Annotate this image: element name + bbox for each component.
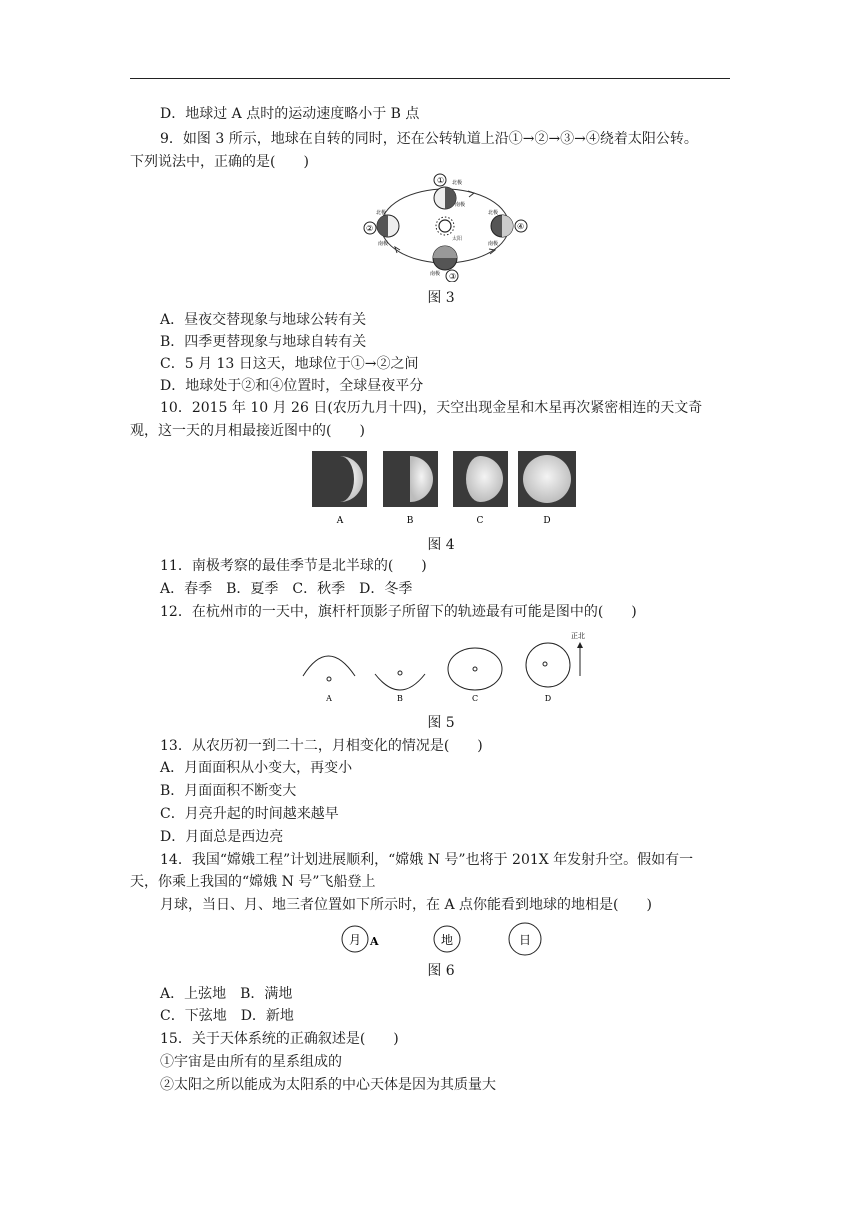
earth-label: 地 [440,933,454,947]
q9-option-b: B．四季更替现象与地球自转有关 [160,334,367,350]
figure-5-caption: 图 5 [427,715,455,731]
south-label-4: 南极 [488,241,499,247]
q13-option-d: D．月面总是西边亮 [160,829,284,845]
fig4-label-d: D [543,516,551,526]
fig5-label-b: B [397,694,403,703]
fig5-label-c: C [471,694,479,703]
q14-stem-line2: 天，你乘上我国的“嫦娥 N 号”飞船登上 [130,874,376,890]
south-label-2: 南极 [378,241,389,247]
q14-stem-line1: 14．我国“嫦娥工程”计划进展顺利，“嫦娥 N 号”也将于 201X 年发射升空。假如有一 [160,852,694,868]
q13-stem: 13．从农历初一到二十二，月相变化的情况是( ) [160,738,483,754]
north-label-4: 北极 [488,210,499,216]
fig4-label-b: B [406,516,414,526]
label-pos4: ④ [517,222,525,231]
label-pos2: ② [366,224,374,233]
q9-stem-line2: 下列说法中，正确的是( ) [130,154,309,170]
figure-3-caption: 图 3 [427,290,455,306]
north-label-1: 北极 [452,180,463,186]
moon-label: 月 [348,933,362,947]
q10-stem-line1: 10．2015 年 10 月 26 日(农历九月十四)，天空出现金星和木星再次紧密相连的天文奇 [160,400,703,416]
q15-stem: 15．关于天体系统的正确叙述是( ) [160,1031,399,1047]
point-a-label: A [370,935,379,948]
q12-stem: 12．在杭州市的一天中，旗杆杆顶影子所留下的轨迹最有可能是图中的( ) [160,604,637,620]
q9-option-a: A．昼夜交替现象与地球公转有关 [160,312,367,328]
label-pos3: ③ [449,272,457,281]
south-label-3: 南极 [430,271,441,277]
fig4-label-a: A [336,516,344,526]
fig4-label-c: C [476,516,484,526]
south-label-1: 南极 [455,202,466,208]
q9-option-d: D．地球处于②和④位置时，全球昼夜平分 [160,378,424,394]
moon-phase-d [523,455,571,503]
q11-options: A．春季 B．夏季 C．秋季 D．冬季 [160,581,413,597]
north-label: 正北 [571,632,585,640]
label-pos1: ① [437,176,445,185]
q15-item-2: ②太阳之所以能成为太阳系的中心天体是因为其质量大 [160,1077,496,1093]
q15-item-1: ①宇宙是由所有的星系组成的 [160,1054,342,1070]
q14-options-line2: C．下弦地 D．新地 [160,1008,294,1024]
north-label-2: 北极 [376,210,387,216]
figure-6-sun-moon-earth [335,920,555,960]
figure-6-caption: 图 6 [427,963,455,979]
q13-option-a: A．月面面积从小变大，再变小 [160,760,353,776]
q13-option-c: C．月亮升起的时间越来越早 [160,806,339,822]
figure-5-shadow-tracks [295,628,595,708]
q9-stem-line1: 9．如图 3 所示，地球在自转的同时，还在公转轨道上沿①→②→③→④绕着太阳公转。 [160,131,698,147]
q13-option-b: B．月面面积不断变大 [160,783,297,799]
q14-stem-line3: 月球，当日、月、地三者位置如下所示时，在 A 点你能看到地球的地相是( ) [160,897,652,913]
figure-3-earth-orbit [360,170,540,282]
fig5-label-d: D [544,694,552,703]
q9-option-c: C．5 月 13 日这天，地球位于①→②之间 [160,356,419,372]
figure-4-moon-phases [310,450,580,528]
figure-4-caption: 图 4 [427,537,455,553]
header-rule [130,78,730,79]
q8-option-d: D．地球过 A 点时的运动速度略小于 B 点 [160,106,420,122]
q11-stem: 11．南极考察的最佳季节是北半球的( ) [160,558,427,574]
q10-stem-line2: 观，这一天的月相最接近图中的( ) [130,423,365,439]
fig5-label-a: A [326,694,332,703]
q14-options-line1: A．上弦地 B．满地 [160,986,293,1002]
sun-label: 太阳 [452,236,463,242]
sun-label-fig6: 日 [518,933,532,947]
sun-icon [436,217,454,235]
